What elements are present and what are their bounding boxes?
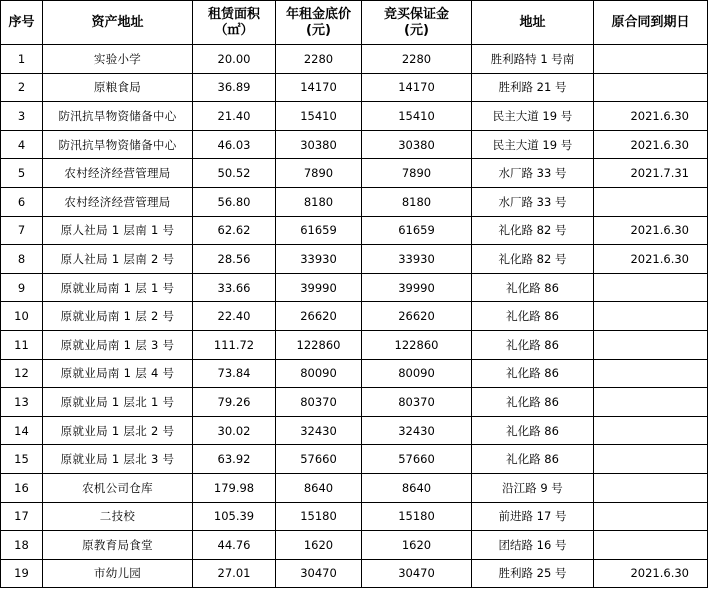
cell-rent: 122860 — [276, 330, 362, 359]
cell-deposit: 15180 — [362, 502, 472, 531]
cell-expiry: 2021.6.30 — [594, 216, 708, 245]
cell-index: 1 — [1, 45, 43, 74]
table-row — [1, 187, 708, 216]
cell-area: 28.56 — [193, 245, 276, 274]
header-rent-unit: (元) — [306, 22, 331, 38]
cell-index: 12 — [1, 359, 43, 388]
cell-expiry — [594, 445, 708, 474]
cell-expiry: 2021.6.30 — [594, 130, 708, 159]
cell-expiry — [594, 187, 708, 216]
header-address: 地址 — [472, 1, 594, 45]
cell-area: 20.00 — [193, 45, 276, 74]
cell-index: 2 — [1, 73, 43, 102]
cell-deposit: 61659 — [362, 216, 472, 245]
cell-deposit: 8640 — [362, 473, 472, 502]
cell-address: 前进路 17 号 — [472, 502, 594, 531]
cell-asset: 原就业局南 1 层 3 号 — [43, 330, 193, 359]
cell-asset: 原就业局南 1 层 4 号 — [43, 359, 193, 388]
table-row — [1, 73, 708, 102]
cell-expiry — [594, 45, 708, 74]
header-area-title: 租赁面积 — [207, 6, 260, 22]
table-row — [1, 502, 708, 531]
cell-deposit: 14170 — [362, 73, 472, 102]
cell-expiry — [594, 473, 708, 502]
cell-rent: 2280 — [276, 45, 362, 74]
cell-area: 111.72 — [193, 330, 276, 359]
cell-rent: 14170 — [276, 73, 362, 102]
cell-area: 46.03 — [193, 130, 276, 159]
cell-address: 礼化路 86 — [472, 330, 594, 359]
cell-asset: 防汛抗旱物资储备中心 — [43, 102, 193, 131]
cell-rent: 32430 — [276, 416, 362, 445]
table-body — [1, 45, 708, 588]
cell-asset: 原教育局食堂 — [43, 531, 193, 560]
cell-expiry: 2021.7.31 — [594, 159, 708, 188]
cell-rent: 26620 — [276, 302, 362, 331]
table-row — [1, 130, 708, 159]
cell-area: 62.62 — [193, 216, 276, 245]
cell-asset: 原人社局 1 层南 2 号 — [43, 245, 193, 274]
cell-deposit: 8180 — [362, 187, 472, 216]
cell-address: 水厂路 33 号 — [472, 159, 594, 188]
cell-address: 团结路 16 号 — [472, 531, 594, 560]
cell-index: 7 — [1, 216, 43, 245]
table-row — [1, 245, 708, 274]
cell-deposit: 33930 — [362, 245, 472, 274]
cell-deposit: 122860 — [362, 330, 472, 359]
cell-area: 56.80 — [193, 187, 276, 216]
cell-deposit: 30380 — [362, 130, 472, 159]
cell-asset: 原就业局 1 层北 1 号 — [43, 388, 193, 417]
table-row — [1, 559, 708, 588]
cell-rent: 39990 — [276, 273, 362, 302]
cell-index: 10 — [1, 302, 43, 331]
cell-asset: 农机公司仓库 — [43, 473, 193, 502]
cell-index: 16 — [1, 473, 43, 502]
cell-index: 6 — [1, 187, 43, 216]
table-row — [1, 445, 708, 474]
cell-asset: 农村经济经营管理局 — [43, 159, 193, 188]
cell-expiry: 2021.6.30 — [594, 102, 708, 131]
cell-address: 水厂路 33 号 — [472, 187, 594, 216]
header-index: 序号 — [1, 1, 43, 45]
cell-address: 礼化路 86 — [472, 388, 594, 417]
cell-asset: 原就业局南 1 层 2 号 — [43, 302, 193, 331]
cell-deposit: 32430 — [362, 416, 472, 445]
cell-asset: 实验小学 — [43, 45, 193, 74]
cell-asset: 二技校 — [43, 502, 193, 531]
cell-deposit: 1620 — [362, 531, 472, 560]
cell-expiry: 2021.6.30 — [594, 245, 708, 274]
cell-index: 15 — [1, 445, 43, 474]
cell-address: 礼化路 86 — [472, 445, 594, 474]
cell-index: 18 — [1, 531, 43, 560]
header-area-unit: （㎡） — [214, 22, 254, 38]
cell-area: 63.92 — [193, 445, 276, 474]
cell-expiry — [594, 416, 708, 445]
cell-area: 36.89 — [193, 73, 276, 102]
cell-asset: 原就业局 1 层北 2 号 — [43, 416, 193, 445]
table-row — [1, 388, 708, 417]
cell-area: 105.39 — [193, 502, 276, 531]
cell-index: 19 — [1, 559, 43, 588]
cell-area: 179.98 — [193, 473, 276, 502]
cell-address: 礼化路 86 — [472, 359, 594, 388]
cell-index: 4 — [1, 130, 43, 159]
cell-area: 50.52 — [193, 159, 276, 188]
header-expiry: 原合同到期日 — [594, 1, 708, 45]
cell-deposit: 7890 — [362, 159, 472, 188]
cell-address: 胜利路特 1 号南 — [472, 45, 594, 74]
cell-asset: 原就业局南 1 层 1 号 — [43, 273, 193, 302]
cell-expiry — [594, 302, 708, 331]
cell-expiry — [594, 273, 708, 302]
table-row — [1, 330, 708, 359]
cell-rent: 80370 — [276, 388, 362, 417]
cell-rent: 61659 — [276, 216, 362, 245]
cell-asset: 原就业局 1 层北 3 号 — [43, 445, 193, 474]
cell-deposit: 26620 — [362, 302, 472, 331]
cell-expiry — [594, 531, 708, 560]
header-asset: 资产地址 — [43, 1, 193, 45]
cell-index: 3 — [1, 102, 43, 131]
cell-deposit: 80090 — [362, 359, 472, 388]
cell-address: 礼化路 86 — [472, 302, 594, 331]
cell-rent: 1620 — [276, 531, 362, 560]
cell-address: 礼化路 82 号 — [472, 245, 594, 274]
cell-deposit: 39990 — [362, 273, 472, 302]
cell-rent: 80090 — [276, 359, 362, 388]
header-area — [193, 1, 276, 45]
cell-index: 14 — [1, 416, 43, 445]
header-deposit — [362, 1, 472, 45]
cell-expiry — [594, 388, 708, 417]
cell-rent: 30380 — [276, 130, 362, 159]
cell-area: 44.76 — [193, 531, 276, 560]
cell-area: 21.40 — [193, 102, 276, 131]
cell-expiry — [594, 73, 708, 102]
cell-area: 33.66 — [193, 273, 276, 302]
cell-index: 17 — [1, 502, 43, 531]
cell-asset: 市幼儿园 — [43, 559, 193, 588]
table-row — [1, 473, 708, 502]
cell-index: 13 — [1, 388, 43, 417]
header-row — [1, 1, 708, 45]
cell-asset: 农村经济经营管理局 — [43, 187, 193, 216]
cell-rent: 15180 — [276, 502, 362, 531]
cell-asset: 原人社局 1 层南 1 号 — [43, 216, 193, 245]
cell-area: 27.01 — [193, 559, 276, 588]
cell-address: 胜利路 21 号 — [472, 73, 594, 102]
cell-area: 79.26 — [193, 388, 276, 417]
cell-rent: 15410 — [276, 102, 362, 131]
cell-area: 22.40 — [193, 302, 276, 331]
table-row — [1, 302, 708, 331]
cell-index: 8 — [1, 245, 43, 274]
cell-asset: 防汛抗旱物资储备中心 — [43, 130, 193, 159]
cell-address: 沿江路 9 号 — [472, 473, 594, 502]
cell-rent: 7890 — [276, 159, 362, 188]
cell-area: 73.84 — [193, 359, 276, 388]
cell-address: 民主大道 19 号 — [472, 102, 594, 131]
cell-expiry — [594, 359, 708, 388]
cell-expiry — [594, 330, 708, 359]
cell-rent: 57660 — [276, 445, 362, 474]
cell-address: 礼化路 86 — [472, 273, 594, 302]
cell-rent: 33930 — [276, 245, 362, 274]
cell-address: 民主大道 19 号 — [472, 130, 594, 159]
table-row — [1, 531, 708, 560]
table-row — [1, 102, 708, 131]
cell-rent: 8640 — [276, 473, 362, 502]
table-row — [1, 216, 708, 245]
table-row — [1, 416, 708, 445]
cell-deposit: 15410 — [362, 102, 472, 131]
header-deposit-title: 竞买保证金 — [383, 6, 449, 22]
cell-deposit: 80370 — [362, 388, 472, 417]
cell-expiry: 2021.6.30 — [594, 559, 708, 588]
cell-deposit: 30470 — [362, 559, 472, 588]
cell-deposit: 2280 — [362, 45, 472, 74]
header-rent — [276, 1, 362, 45]
table-row — [1, 45, 708, 74]
cell-index: 5 — [1, 159, 43, 188]
header-rent-title: 年租金底价 — [285, 6, 351, 22]
cell-index: 11 — [1, 330, 43, 359]
cell-asset: 原粮食局 — [43, 73, 193, 102]
header-deposit-unit: (元) — [404, 22, 429, 38]
cell-rent: 8180 — [276, 187, 362, 216]
cell-address: 礼化路 82 号 — [472, 216, 594, 245]
cell-deposit: 57660 — [362, 445, 472, 474]
cell-area: 30.02 — [193, 416, 276, 445]
table-row — [1, 273, 708, 302]
cell-expiry — [594, 502, 708, 531]
cell-address: 礼化路 86 — [472, 416, 594, 445]
table-row — [1, 359, 708, 388]
table-row — [1, 159, 708, 188]
cell-rent: 30470 — [276, 559, 362, 588]
cell-index: 9 — [1, 273, 43, 302]
cell-address: 胜利路 25 号 — [472, 559, 594, 588]
